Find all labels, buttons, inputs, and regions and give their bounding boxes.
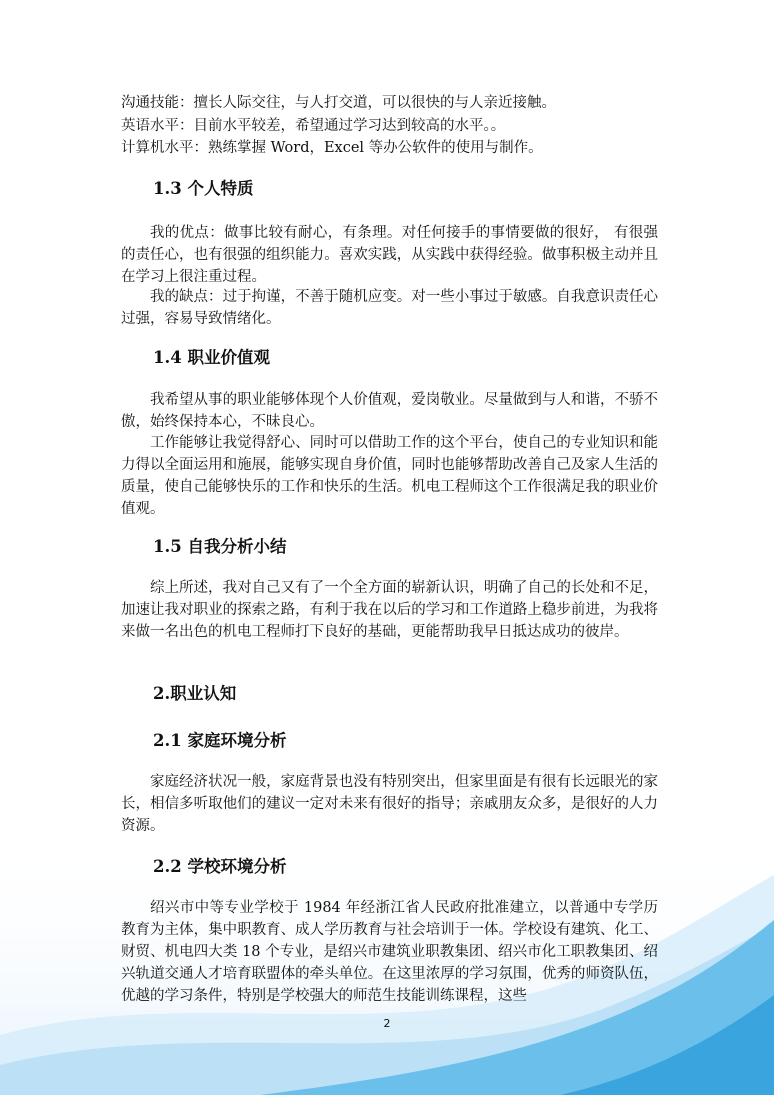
communication-skill-line: 沟通技能：擅长人际交往，与人打交道，可以很快的与人亲近接触。 — [121, 95, 556, 111]
paragraph-values-2: 工作能够让我觉得舒心、同时可以借助工作的这个平台，使自己的专业知识和能力得以全面运用和施展，能够实现自身价值，同时也能够帮助改善自己及家人生活的质量，使自己能够快乐的工作和快乐的生活。机电工程师这个工作很满足我的职业价值观。 — [121, 435, 658, 517]
english-level-line: 英语水平：目前水平较差，希望通过学习达到较高的水平。。 — [121, 118, 506, 134]
heading-2: 2.职业认知 — [153, 684, 237, 703]
paragraph-strengths: 我的优点：做事比较有耐心，有条理。对任何接手的事情要做的很好， 有很强的责任心，也有很强的组织能力。喜欢实践，从实践中获得经验。做事积极主动并且在学习上很注重过程。 — [121, 225, 658, 285]
paragraph-school: 绍兴市中等专业学校于 1984 年经浙江省人民政府批准建立，以普通中专学历教育为主体，集中职教育、成人学历教育与社会培训于一体。学校设有建筑、化工、财贸、机电四大类 18 个专业，是绍兴市建筑业职教集团、绍兴市化工职教集团、绍兴轨道交通人才培育联盟体的牵头单位。在这里浓厚的学习氛围，优秀的师资队伍，优越的学习条件，特别是学校强大的师范生技能训练课程，这些 — [121, 900, 658, 1004]
heading-2-1: 2.1 家庭环境分析 — [153, 731, 287, 750]
heading-1-3: 1.3 个人特质 — [153, 179, 254, 198]
heading-2-2: 2.2 学校环境分析 — [153, 857, 287, 876]
heading-1-5: 1.5 自我分析小结 — [153, 537, 287, 556]
page-number: 2 — [383, 1017, 391, 1030]
paragraph-summary: 综上所述，我对自己又有了一个全方面的崭新认识，明确了自己的长处和不足，加速让我对职业的探索之路，有利于我在以后的学习和工作道路上稳步前进，为我将来做一名出色的机电工程师打下良好的基础，更能帮助我早日抵达成功的彼岸。 — [121, 580, 658, 640]
computer-level-line: 计算机水平：熟练掌握 Word，Excel 等办公软件的使用与制作。 — [121, 140, 543, 156]
paragraph-family: 家庭经济状况一般，家庭背景也没有特别突出，但家里面是有很有长远眼光的家长，相信多听取他们的建议一定对未来有很好的指导；亲戚朋友众多，是很好的人力资源。 — [121, 774, 658, 834]
paragraph-values-1: 我希望从事的职业能够体现个人价值观，爱岗敬业。尽量做到与人和谐，不骄不傲，始终保持本心，不昧良心。 — [121, 392, 658, 430]
paragraph-weaknesses: 我的缺点：过于拘谨，不善于随机应变。对一些小事过于敏感。自我意识责任心过强，容易导致情绪化。 — [121, 289, 658, 327]
heading-1-4: 1.4 职业价值观 — [153, 348, 270, 367]
